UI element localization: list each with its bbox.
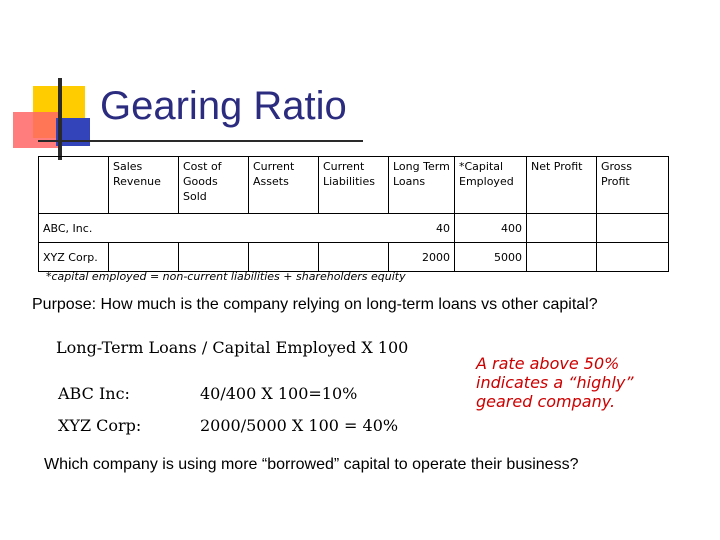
decor-horizontal-line — [38, 140, 363, 142]
header-cost-of-goods-sold: Cost of Goods Sold — [179, 157, 249, 214]
decor-red-square — [13, 112, 59, 148]
cell-capital-employed: 400 — [455, 214, 527, 243]
cell-long-term-loans: 40 — [389, 214, 455, 243]
cell-long-term-loans: 2000 — [389, 243, 455, 272]
header-net-profit: Net Profit — [527, 157, 597, 214]
discussion-question: Which company is using more “borrowed” capital to operate their business? — [44, 456, 579, 473]
example-company: ABC Inc: — [58, 384, 130, 403]
header-capital-employed: *Capital Employed — [455, 157, 527, 214]
header-current-liabilities: Current Liabilities — [319, 157, 389, 214]
decor-vertical-line — [58, 78, 62, 160]
row-label: ABC, Inc. — [39, 214, 109, 243]
table-row — [39, 214, 669, 243]
table-corner-cell — [39, 157, 109, 214]
footnote: *capital employed = non-current liabilities + shareholders equity — [46, 270, 406, 283]
financials-table — [38, 156, 669, 272]
callout-note: A rate above 50% indicates a “highly” geared company. — [476, 354, 634, 411]
cell-capital-employed: 5000 — [455, 243, 527, 272]
header-long-term-loans: Long Term Loans — [389, 157, 455, 214]
purpose-statement: Purpose: How much is the company relying on long-term loans vs other capital? — [32, 296, 598, 313]
table-row — [39, 243, 669, 272]
header-gross-profit: Gross Profit — [597, 157, 669, 214]
example-calculation: 40/400 X 100=10% — [200, 384, 358, 403]
table-header-row — [39, 157, 669, 214]
header-sales-revenue: Sales Revenue — [109, 157, 179, 214]
row-label: XYZ Corp. — [39, 243, 109, 272]
formula: Long-Term Loans / Capital Employed X 100 — [56, 338, 409, 357]
slide-title: Gearing Ratio — [100, 84, 347, 128]
example-company: XYZ Corp: — [58, 416, 142, 435]
example-calculation: 2000/5000 X 100 = 40% — [200, 416, 399, 435]
header-current-assets: Current Assets — [249, 157, 319, 214]
